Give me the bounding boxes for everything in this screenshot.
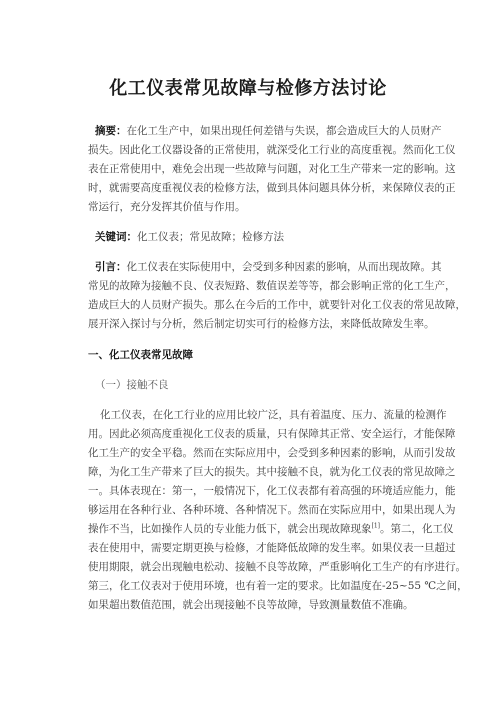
para-line-11: 如果超出数值范围，就会出现接触不良等故障，导致测量数值不准确。 <box>88 599 414 611</box>
abstract-line-3: 表在正常使用中，难免会出现一些故障与问题，对化工生产带来一定的影响。这 <box>88 163 456 175</box>
para-line-7-text: 操作不当，比如操作人员的专业能力低下，就会出现故障现象 <box>88 523 372 535</box>
intro-line-4: 展开深入探讨与分析，然后制定切实可行的检修方法，来降低故障发生率。 <box>88 318 435 330</box>
citation-marker: [1] <box>371 522 380 530</box>
para-line-7-tail: 。第二，化工仪 <box>380 523 454 535</box>
subsection-heading: （一）接触不良 <box>95 379 169 391</box>
intro-text-1: 化工仪表在实际使用中，会受到多种因素的影响，从而出现故障。其 <box>126 261 442 273</box>
para-line-4: 障，为化工生产带来了巨大的损失。其中接触不良，就为化工仪表的常见故障之 <box>88 466 456 478</box>
intro-label: 引言： <box>95 261 127 273</box>
abstract-line-4: 时，就需要高度重视仪表的检修方法，做到具体问题具体分析，来保障仪表的正 <box>88 182 456 194</box>
intro-line-3: 造成巨大的人员财产损失。那么在今后的工作中，就要针对化工仪表的常见故障， <box>88 299 466 311</box>
page-title: 化工仪表常见故障与检修方法讨论 <box>109 78 387 99</box>
para-line-5: 一。具体表现在：第一，一般情况下，化工仪表都有着高强的环境适应能力，能 <box>88 485 456 497</box>
intro-line-2: 常见的故障为接触不良、仪表短路、数值误差等等，都会影响正常的化工生产， <box>88 280 456 292</box>
para-line-3: 化工生产的安全平稳。然而在实际应用中，会受到多种因素的影响，从而引发故 <box>88 447 456 459</box>
intro-line-1 <box>95 260 442 274</box>
para-line-8: 表在使用中，需要定期更换与检修，才能降低故障的发生率。如果仪表一旦超过 <box>88 542 456 554</box>
para-line-9: 使用期限，就会出现触电松动、接触不良等故障，严重影响化工生产的有序进行。 <box>88 561 466 573</box>
para-line-2: 用。因此必须高度重视化工仪表的质量，只有保障其正常、安全运行，才能保障 <box>88 428 456 440</box>
abstract-line-1 <box>95 124 442 138</box>
keywords-text: 化工仪表；常见故障；检修方法 <box>137 231 284 243</box>
section-heading: 一、化工仪表常见故障 <box>88 349 193 361</box>
keywords-label: 关键词： <box>95 231 137 243</box>
para-line-7 <box>88 522 454 536</box>
keywords-line <box>95 230 284 244</box>
abstract-label: 摘要： <box>95 125 127 137</box>
para-line-6: 够运用在各种行业、各种环境、各种情况下。然而在实际应用中，如果出现人为 <box>88 504 456 516</box>
abstract-line-5: 常运行，充分发挥其价值与作用。 <box>88 201 246 213</box>
para-line-10: 第三，化工仪表对于使用环境，也有着一定的要求。比如温度在-25~55 ℃之间， <box>88 580 468 592</box>
para-line-1: 化工仪表，在化工行业的应用比较广泛，具有着温度、压力、流量的检测作 <box>100 409 447 421</box>
abstract-text-1: 在化工生产中，如果出现任何差错与失误，都会造成巨大的人员财产 <box>126 125 442 137</box>
abstract-line-2: 损失。因此化工仪器设备的正常使用，就深受化工行业的高度重视。然而化工仪 <box>88 144 456 156</box>
